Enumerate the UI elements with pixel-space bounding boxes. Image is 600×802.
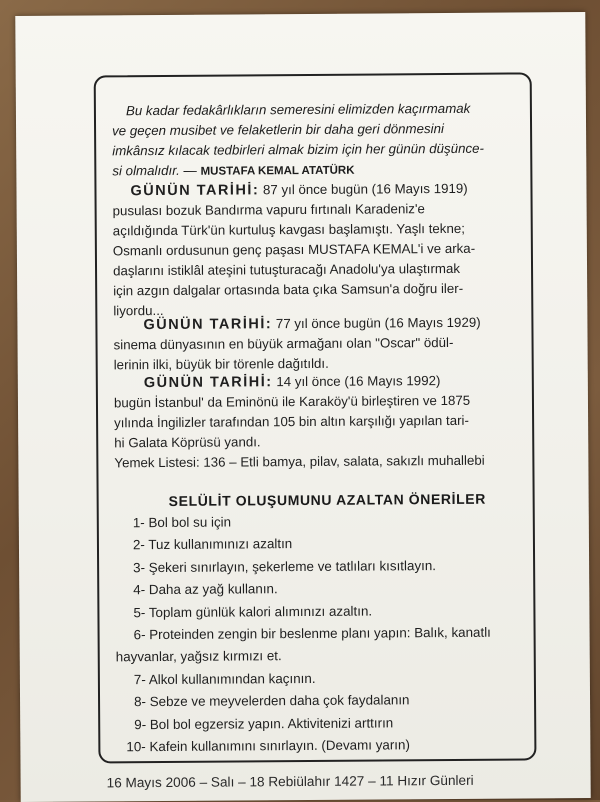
event-first-line	[112, 178, 522, 201]
event-heading: GÜNÜN TARİHİ:	[143, 316, 273, 334]
event-text: pusulası bozuk Bandırma vapuru fırtınalı Karadeniz'e	[112, 201, 425, 219]
event-first-line	[114, 370, 524, 393]
tip-item: 4- Daha az yağ kullanın.	[133, 581, 278, 598]
event-text: daşlarını istiklâl ateşini tutuşturacağı Anadolu'ya ulaştırmak	[112, 260, 461, 279]
event-text: 77 yıl önce bugün (16 Mayıs 1929)	[272, 314, 481, 332]
event-text: hi Galata Köprüsü yandı.	[114, 434, 261, 451]
calendar-page	[15, 12, 590, 802]
event-text: yılında İngilizler tarafından 105 bin altın karşılığı yapılan tari-	[114, 412, 469, 431]
tip-item: 6- Proteinden zengin bir beslenme planı yapın: Balık, kanatlı	[133, 624, 491, 643]
event-first-line	[113, 312, 523, 335]
quote-line: si olmalıdır. —	[112, 162, 197, 179]
cellulite-tips-list	[115, 509, 529, 758]
event-text: Osmanlı ordusunun genç paşası MUSTAFA KEMAL'i ve arka-	[112, 240, 476, 259]
event-1919	[112, 178, 523, 321]
event-heading: GÜNÜN TARİHİ:	[143, 374, 273, 392]
event-text: açıldığında Türk'ün kurtuluş kavgası başlamıştı. Yaşlı tekne;	[112, 220, 465, 239]
tip-item: 3- Şekeri sınırlayın, şekerleme ve tatlıları kısıtlayın.	[133, 557, 437, 576]
meal-list: Yemek Listesi: 136 – Etli bamya, pilav, salata, sakızlı muhallebi	[114, 452, 485, 471]
ataturk-quote	[112, 98, 523, 182]
quote-line: imkânsız kılacak tedbirleri almak bizim için her günün düşünce-	[112, 140, 485, 159]
tip-item: 10- Kafein kullanımını sınırlayın. (Devamı yarın)	[126, 737, 410, 755]
event-text: 87 yıl önce bugün (16 Mayıs 1919)	[259, 180, 468, 198]
tip-item: 7- Alkol kullanımından kaçının.	[133, 670, 316, 688]
event-text: 14 yıl önce (16 Mayıs 1992)	[272, 373, 441, 390]
tip-item: 2- Tuz kullanımınızı azaltın	[132, 536, 293, 553]
quote-author: MUSTAFA KEMAL ATATÜRK	[200, 164, 355, 178]
quote-line: ve geçen musibet ve felaketlerin bir daha geri dönmesini	[112, 121, 444, 139]
cellulite-tips-title: SELÜLİT OLUŞUMUNU AZALTAN ÖNERİLER	[168, 490, 486, 509]
tip-item: 8- Sebze ve meyvelerden daha çok faydalanın	[134, 692, 410, 710]
tip-item-continued: hayvanlar, yağsız kırmızı et.	[115, 648, 282, 665]
event-text: sinema dünyasının en büyük armağanı olan "Oscar" ödül-	[113, 334, 454, 353]
event-heading: GÜNÜN TARİHİ:	[130, 182, 260, 200]
tip-item: 9- Bol bol egzersiz yapın. Aktivitenizi arttırın	[134, 715, 394, 732]
event-text: lerinin ilki, büyük bir törenle dağıtıldı.	[113, 355, 329, 373]
event-1929	[113, 312, 523, 375]
event-text: bugün İstanbul' da Eminönü ile Karaköy'ü birleştiren ve 1875	[113, 392, 471, 411]
event-text: liyordu...	[113, 302, 164, 319]
tip-item: 5- Toplam günlük kalori alımınızı azaltın.	[133, 603, 373, 620]
event-text: için azgın dalgalar ortasında bata çıka Samsun'a doğru iler-	[113, 280, 464, 299]
event-1992	[114, 370, 525, 453]
tip-item: 1- Bol bol su için	[132, 514, 232, 531]
date-footer: 16 Mayıs 2006 – Salı – 18 Rebiülahır 1427 – 11 Hızır Günleri	[106, 772, 474, 791]
quote-line: Bu kadar fedakârlıkların semeresini elimizden kaçırmamak	[125, 100, 471, 119]
